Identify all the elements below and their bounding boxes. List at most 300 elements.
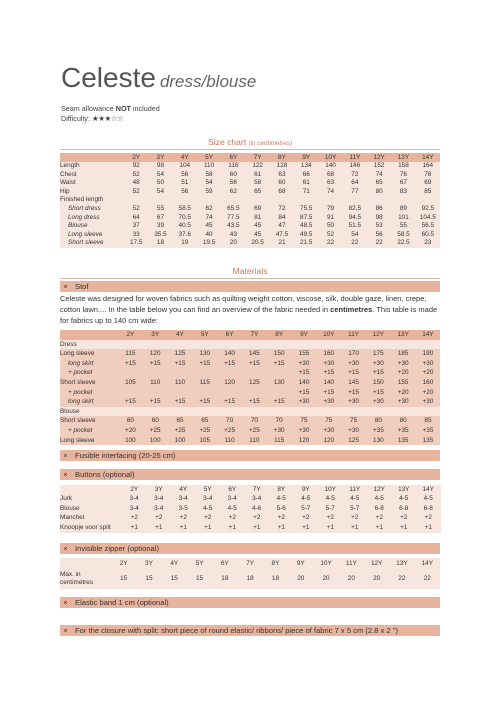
- table-cell: 92.5: [416, 205, 440, 214]
- table-row: [60, 213, 440, 222]
- table-cell: [221, 196, 245, 205]
- table-cell: 54: [148, 170, 172, 179]
- size-header-cell: 9Y: [294, 153, 318, 162]
- table-cell: 58.5: [173, 205, 197, 214]
- table-cell: +30: [416, 359, 441, 369]
- table-cell: 70: [242, 416, 267, 426]
- table-cell: 55: [391, 222, 415, 231]
- table-cell: 56: [173, 170, 197, 179]
- table-cell: [173, 196, 197, 205]
- table-cell: 71: [294, 187, 318, 196]
- table-cell: 63: [270, 170, 294, 179]
- table-cell: 4-5: [269, 495, 294, 505]
- table-cell: 59: [197, 187, 221, 196]
- table-cell: 18: [263, 569, 288, 589]
- table-cell: [242, 388, 267, 398]
- row-label: Long dress: [60, 213, 124, 222]
- size-header-row: [60, 153, 440, 162]
- table-cell: 4-5: [416, 495, 441, 505]
- table-cell: [192, 368, 217, 378]
- table-cell: +20: [118, 426, 143, 436]
- table-cell: +2: [343, 514, 368, 524]
- size-header-cell: 3Y: [148, 153, 172, 162]
- table-cell: [246, 196, 270, 205]
- row-label: long skirt: [60, 359, 118, 369]
- table-row: [60, 196, 440, 205]
- table-cell: 164: [416, 162, 440, 171]
- table-cell: 51: [173, 179, 197, 188]
- table-cell: [118, 368, 143, 378]
- table-cell: +1: [147, 523, 172, 533]
- size-chart-table: [60, 153, 440, 248]
- table-cell: 3-5: [171, 504, 196, 514]
- table-row: [60, 388, 440, 398]
- table-cell: 20: [221, 239, 245, 248]
- table-cell: +15: [143, 359, 168, 369]
- table-cell: 150: [267, 349, 292, 359]
- size-header-cell: 5Y: [196, 485, 221, 495]
- table-cell: 58.5: [391, 230, 415, 239]
- table-cell: 22: [367, 239, 391, 248]
- table-cell: 5-7: [318, 504, 343, 514]
- table-cell: +2: [294, 514, 319, 524]
- table-cell: 15: [187, 569, 212, 589]
- row-label: + pocket: [60, 368, 118, 378]
- table-cell: 160: [416, 378, 441, 388]
- table-cell: [197, 196, 221, 205]
- size-header-cell: 3Y: [136, 558, 161, 569]
- table-cell: 122: [246, 162, 270, 171]
- closure-bar: [60, 625, 440, 636]
- size-header-cell: 12Y: [367, 485, 392, 495]
- table-cell: [143, 388, 168, 398]
- table-row: [60, 436, 440, 446]
- title-main: Celeste: [61, 62, 156, 93]
- table-cell: +15: [143, 397, 168, 407]
- table-cell: +15: [316, 388, 341, 398]
- bullet-icon: ×: [63, 544, 68, 553]
- table-cell: [168, 388, 193, 398]
- table-cell: 98: [148, 162, 172, 171]
- table-cell: +30: [391, 397, 416, 407]
- table-cell: 43.5: [221, 222, 245, 231]
- table-cell: 54: [197, 179, 221, 188]
- size-header-cell: 5Y: [197, 153, 221, 162]
- table-cell: +15: [267, 397, 292, 407]
- size-header-cell: 6Y: [217, 330, 242, 340]
- table-cell: +30: [267, 426, 292, 436]
- fabric-paragraph: [60, 293, 445, 326]
- table-cell: +35: [391, 426, 416, 436]
- table-cell: 66: [294, 170, 318, 179]
- materials-heading: Materials: [232, 266, 268, 276]
- size-header-cell: 13Y: [391, 153, 415, 162]
- size-header-cell: 4Y: [162, 558, 187, 569]
- table-cell: 128: [270, 162, 294, 171]
- table-cell: +15: [292, 388, 317, 398]
- table-cell: +20: [391, 368, 416, 378]
- table-cell: +30: [292, 397, 317, 407]
- table-cell: 135: [391, 436, 416, 446]
- size-header-cell: 11Y: [343, 153, 367, 162]
- size-header-cell: 2Y: [124, 153, 148, 162]
- table-cell: 61: [246, 170, 270, 179]
- table-cell: +1: [269, 523, 294, 533]
- size-header-cell: 6Y: [212, 558, 237, 569]
- table-cell: 45: [246, 222, 270, 231]
- size-header-cell: 14Y: [416, 330, 441, 340]
- table-cell: 45: [197, 222, 221, 231]
- table-cell: 77: [343, 187, 367, 196]
- row-label: long skirt: [60, 397, 118, 407]
- table-cell: +15: [316, 368, 341, 378]
- size-header-cell: 2Y: [122, 485, 147, 495]
- table-cell: 15: [162, 569, 187, 589]
- table-cell: +2: [220, 514, 245, 524]
- table-cell: 64: [343, 179, 367, 188]
- buttons-bar-label: Buttons (optional): [75, 470, 135, 479]
- table-cell: 52: [318, 230, 342, 239]
- table-cell: +2: [416, 514, 441, 524]
- size-header-cell: 6Y: [221, 153, 245, 162]
- size-header-cell: 5Y: [192, 330, 217, 340]
- table-cell: 56: [221, 179, 245, 188]
- table-cell: 18: [212, 569, 237, 589]
- size-header-cell: 13Y: [392, 485, 417, 495]
- row-label: Length: [60, 162, 124, 171]
- table-cell: +30: [416, 397, 441, 407]
- table-cell: +30: [316, 397, 341, 407]
- table-cell: 104.5: [416, 213, 440, 222]
- size-header-cell: 10Y: [318, 485, 343, 495]
- group-title-row: [60, 340, 440, 350]
- table-cell: 80: [366, 416, 391, 426]
- size-header-cell: 8Y: [267, 330, 292, 340]
- table-cell: 39: [148, 222, 172, 231]
- table-cell: 3-4: [147, 495, 172, 505]
- size-header-cell: 11Y: [339, 558, 364, 569]
- table-cell: +25: [168, 426, 193, 436]
- table-cell: 74: [197, 213, 221, 222]
- table-cell: 5-7: [294, 504, 319, 514]
- group-title: Blouse: [60, 407, 440, 417]
- table-cell: 60: [118, 416, 143, 426]
- size-chart-title: Size chart: [208, 137, 247, 147]
- table-cell: [267, 388, 292, 398]
- table-row: [60, 359, 440, 369]
- table-cell: +15: [366, 388, 391, 398]
- table-cell: [242, 368, 267, 378]
- pattern-title: [61, 62, 256, 94]
- table-cell: 110: [242, 436, 267, 446]
- table-cell: 100: [118, 436, 143, 446]
- table-cell: 22: [389, 569, 414, 589]
- table-cell: 185: [391, 349, 416, 359]
- table-row: [60, 239, 440, 248]
- table-cell: 75: [316, 416, 341, 426]
- table-cell: 85: [416, 416, 441, 426]
- row-label: Blouse: [60, 504, 122, 514]
- table-cell: 77.5: [221, 213, 245, 222]
- table-cell: 60.5: [416, 230, 440, 239]
- row-label: + pocket: [60, 426, 118, 436]
- row-label: Waist: [60, 179, 124, 188]
- table-cell: 52: [124, 170, 148, 179]
- table-cell: 110: [143, 378, 168, 388]
- table-cell: +15: [168, 397, 193, 407]
- table-cell: 48: [124, 179, 148, 188]
- table-cell: 86: [367, 205, 391, 214]
- table-cell: +30: [366, 397, 391, 407]
- table-cell: 53: [367, 222, 391, 231]
- table-cell: +25: [143, 426, 168, 436]
- table-row: [60, 397, 440, 407]
- table-cell: 155: [292, 349, 317, 359]
- table-cell: 152: [367, 162, 391, 171]
- table-cell: 175: [366, 349, 391, 359]
- table-cell: 100: [143, 436, 168, 446]
- table-cell: 80: [391, 416, 416, 426]
- size-header-cell: 9Y: [288, 558, 313, 569]
- table-cell: 65.5: [221, 205, 245, 214]
- size-header-cell: 3Y: [143, 330, 168, 340]
- table-cell: 37: [124, 222, 148, 231]
- table-row: [60, 514, 441, 524]
- row-label: Short sleeve: [60, 416, 118, 426]
- table-cell: 140: [217, 349, 242, 359]
- size-header-cell: 12Y: [364, 558, 389, 569]
- table-cell: 110: [217, 436, 242, 446]
- table-cell: [270, 196, 294, 205]
- table-cell: 19.5: [197, 239, 221, 248]
- table-cell: 55: [148, 205, 172, 214]
- row-label: Short sleeve: [60, 239, 124, 248]
- table-cell: 52: [124, 187, 148, 196]
- table-cell: 5-7: [343, 504, 368, 514]
- table-cell: 120: [292, 436, 317, 446]
- table-cell: 4-6: [245, 504, 270, 514]
- table-cell: 20: [364, 569, 389, 589]
- table-cell: 4-5: [294, 495, 319, 505]
- table-cell: +15: [366, 368, 391, 378]
- size-header-cell: 8Y: [263, 558, 288, 569]
- row-label: Finished length: [60, 196, 124, 205]
- header-spacer: [60, 558, 111, 569]
- size-header-cell: 14Y: [415, 558, 440, 569]
- table-cell: 140: [318, 162, 342, 171]
- size-header-cell: 2Y: [118, 330, 143, 340]
- table-cell: +1: [245, 523, 270, 533]
- table-cell: 47.5: [270, 230, 294, 239]
- table-cell: +1: [416, 523, 441, 533]
- table-cell: 58: [246, 179, 270, 188]
- elastic-bar-label: Elastic band 1 cm (optional): [75, 598, 169, 607]
- table-cell: 75.5: [294, 205, 318, 214]
- table-cell: 4-5: [343, 495, 368, 505]
- row-label: Knoopje voor split: [60, 523, 122, 533]
- size-header-cell: 2Y: [111, 558, 136, 569]
- table-cell: 54: [148, 187, 172, 196]
- table-cell: [217, 368, 242, 378]
- table-cell: +15: [267, 359, 292, 369]
- table-cell: 51.5: [343, 222, 367, 231]
- table-cell: [124, 196, 148, 205]
- seam-prefix: Seam allowance: [61, 104, 114, 113]
- table-cell: +30: [341, 426, 366, 436]
- table-cell: +15: [341, 368, 366, 378]
- table-cell: 101: [391, 213, 415, 222]
- row-label: Long sleeve: [60, 436, 118, 446]
- table-cell: 4-5: [220, 504, 245, 514]
- table-cell: [192, 388, 217, 398]
- header-spacer: [60, 153, 124, 162]
- table-cell: +2: [245, 514, 270, 524]
- table-cell: 43: [221, 230, 245, 239]
- table-cell: +1: [367, 523, 392, 533]
- table-cell: 56: [367, 230, 391, 239]
- table-cell: +30: [316, 359, 341, 369]
- table-cell: 110: [168, 378, 193, 388]
- table-cell: 65: [367, 179, 391, 188]
- table-cell: 60: [270, 179, 294, 188]
- table-cell: 79: [318, 205, 342, 214]
- table-cell: 20: [339, 569, 364, 589]
- table-cell: 60: [143, 416, 168, 426]
- table-cell: 3-4: [122, 504, 147, 514]
- table-cell: +15: [341, 388, 366, 398]
- size-header-cell: 9Y: [294, 485, 319, 495]
- table-cell: +30: [366, 359, 391, 369]
- size-header-row: [60, 330, 440, 340]
- table-cell: 89: [391, 205, 415, 214]
- table-cell: 61: [294, 179, 318, 188]
- row-label: Max. in centimetres: [60, 569, 111, 589]
- table-cell: [148, 196, 172, 205]
- table-cell: +15: [292, 368, 317, 378]
- table-cell: 40: [197, 230, 221, 239]
- table-cell: 49.5: [294, 230, 318, 239]
- table-cell: [391, 196, 415, 205]
- seam-allowance-note: [61, 104, 160, 113]
- table-row: [60, 349, 440, 359]
- table-cell: 40.5: [173, 222, 197, 231]
- size-header-cell: 4Y: [173, 153, 197, 162]
- table-cell: 3-4: [147, 504, 172, 514]
- table-cell: 84: [270, 213, 294, 222]
- table-cell: 105: [192, 436, 217, 446]
- table-cell: +15: [168, 359, 193, 369]
- table-row: [60, 222, 440, 231]
- table-cell: 125: [341, 436, 366, 446]
- table-cell: 125: [242, 378, 267, 388]
- table-cell: +2: [392, 514, 417, 524]
- table-cell: 67: [148, 213, 172, 222]
- table-cell: 15: [136, 569, 161, 589]
- table-cell: 4-5: [367, 495, 392, 505]
- table-cell: +1: [122, 523, 147, 533]
- size-chart-heading: [0, 137, 500, 147]
- table-cell: 155: [391, 378, 416, 388]
- fabric-bar: [60, 281, 440, 292]
- table-cell: 20.5: [246, 239, 270, 248]
- table-cell: 17.5: [124, 239, 148, 248]
- table-cell: [294, 196, 318, 205]
- size-header-cell: 14Y: [416, 485, 441, 495]
- table-cell: 69: [416, 179, 440, 188]
- table-cell: 65: [168, 416, 193, 426]
- table-cell: [168, 368, 193, 378]
- table-cell: +25: [217, 426, 242, 436]
- table-cell: 37.6: [173, 230, 197, 239]
- table-cell: 115: [267, 436, 292, 446]
- size-header-cell: 7Y: [238, 558, 263, 569]
- table-row: [60, 504, 441, 514]
- table-cell: +20: [391, 388, 416, 398]
- materials-rule: [60, 278, 440, 279]
- table-row: [60, 179, 440, 188]
- table-row: [60, 416, 440, 426]
- table-cell: 145: [341, 378, 366, 388]
- elastic-bar: [60, 597, 440, 608]
- table-cell: 130: [192, 349, 217, 359]
- closure-bar-label: For the closure with split: short piece of round elastic/ ribbons/ piece of fabric 7 x 5 cm (2.8 x 2 "): [75, 626, 399, 635]
- size-header-cell: 7Y: [242, 330, 267, 340]
- table-cell: 76: [391, 170, 415, 179]
- table-cell: 104: [173, 162, 197, 171]
- table-cell: 52: [124, 205, 148, 214]
- table-row: [60, 187, 440, 196]
- table-cell: 6-8: [392, 504, 417, 514]
- size-chart-rule: [60, 149, 440, 150]
- bullet-icon: ×: [63, 598, 68, 607]
- size-header-cell: 8Y: [270, 153, 294, 162]
- table-row: [60, 523, 441, 533]
- size-header-cell: 4Y: [171, 485, 196, 495]
- table-cell: 62: [197, 205, 221, 214]
- table-cell: 78: [416, 170, 440, 179]
- table-cell: 4-5: [318, 495, 343, 505]
- table-cell: 68: [318, 170, 342, 179]
- group-title: Dress: [60, 340, 440, 350]
- difficulty-label: Difficulty:: [61, 114, 91, 123]
- size-header-cell: 6Y: [220, 485, 245, 495]
- row-label: Blouse: [60, 222, 124, 231]
- table-cell: 75: [341, 416, 366, 426]
- size-header-cell: 10Y: [313, 558, 338, 569]
- size-header-cell: 11Y: [343, 485, 368, 495]
- size-header-cell: 14Y: [416, 153, 440, 162]
- bullet-icon: ×: [63, 451, 68, 460]
- table-cell: [367, 196, 391, 205]
- table-cell: 20: [313, 569, 338, 589]
- table-cell: 15: [111, 569, 136, 589]
- fabric-table: [60, 330, 440, 445]
- size-header-cell: 12Y: [367, 153, 391, 162]
- table-cell: 130: [267, 378, 292, 388]
- table-cell: +20: [416, 388, 441, 398]
- table-cell: 68: [270, 187, 294, 196]
- row-label: Manchet: [60, 514, 122, 524]
- size-chart-unit: (in centimetres): [248, 140, 292, 147]
- table-cell: +30: [292, 359, 317, 369]
- table-cell: 70: [267, 416, 292, 426]
- table-cell: 135: [416, 436, 441, 446]
- size-header-cell: 11Y: [341, 330, 366, 340]
- table-cell: +25: [192, 426, 217, 436]
- table-cell: +30: [341, 359, 366, 369]
- size-header-cell: 7Y: [246, 153, 270, 162]
- zipper-table: [60, 558, 440, 589]
